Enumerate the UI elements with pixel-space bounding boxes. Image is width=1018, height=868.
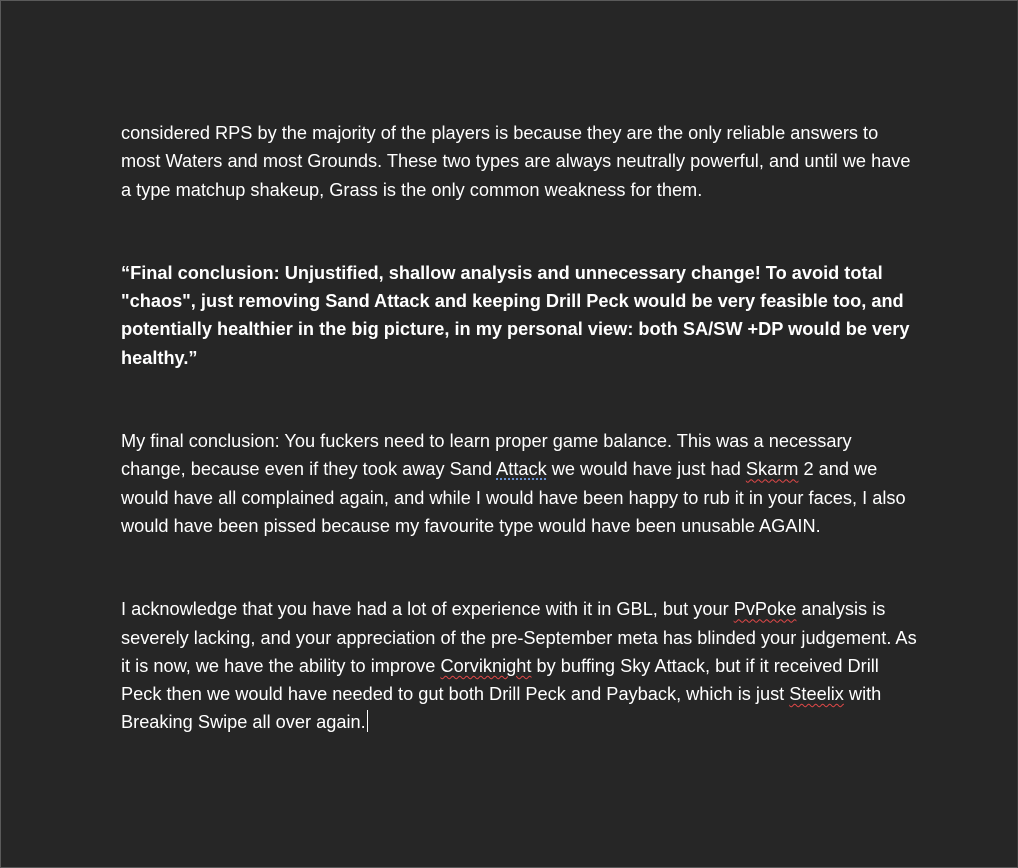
spellcheck-flag-steelix[interactable]: Steelix xyxy=(789,684,844,705)
quoted-conclusion-paragraph[interactable]: “Final conclusion: Unjustified, shallow analysis and unnecessary change! To avoid total "chaos", just removing Sand Attack and keeping Drill Peck would be very feasible too, and potentially healthier in the big picture, in my personal view: both SA/SW +DP would be very healthy.” xyxy=(121,262,910,368)
text-cursor xyxy=(367,710,368,732)
paragraph-4-text-d: with Breaking Swipe all over again. xyxy=(121,684,882,733)
paragraph-4-text-c: by buffing Sky Attack, but if it received Drill Peck then we would have needed to gut both Drill Peck and Payback, which is just xyxy=(121,655,879,705)
paragraph-3-text-b: we would have just had xyxy=(546,459,746,480)
paragraph-4-text-a: I acknowledge that you have had a lot of experience with it in GBL, but your xyxy=(121,599,734,620)
paragraph-3-text-c: 2 and we would have all complained again, and while I would have been happy to rub it in your faces, I also would have been pissed because my favourite type would have been unusable AGAIN. xyxy=(121,459,906,536)
spellcheck-flag-corviknight[interactable]: Corviknight xyxy=(440,655,532,676)
paragraph-3-text-a: My final conclusion: You fuckers need to learn proper game balance. This was a necessary change, because even if they took away Sand xyxy=(121,431,852,480)
paragraph-1[interactable]: considered RPS by the majority of the players is because they are the only reliable answers to most Waters and most Grounds. These two types are always neutrally powerful, and until we have a type matchup shakeup, Grass is the only common weakness for them. xyxy=(121,123,911,200)
paragraph-3[interactable] xyxy=(121,427,921,540)
document-body[interactable] xyxy=(121,119,921,792)
grammar-flag-attack[interactable]: Attack xyxy=(496,459,547,480)
paragraph-4-text-b: analysis is severely lacking, and your appreciation of the pre-September meta has blinded your judgement. As it is now, we have the ability to improve xyxy=(121,599,917,676)
paragraph-4[interactable] xyxy=(121,595,921,736)
spellcheck-flag-skarm[interactable]: Skarm xyxy=(745,459,799,480)
spellcheck-flag-pvpoke[interactable]: PvPoke xyxy=(733,599,797,620)
